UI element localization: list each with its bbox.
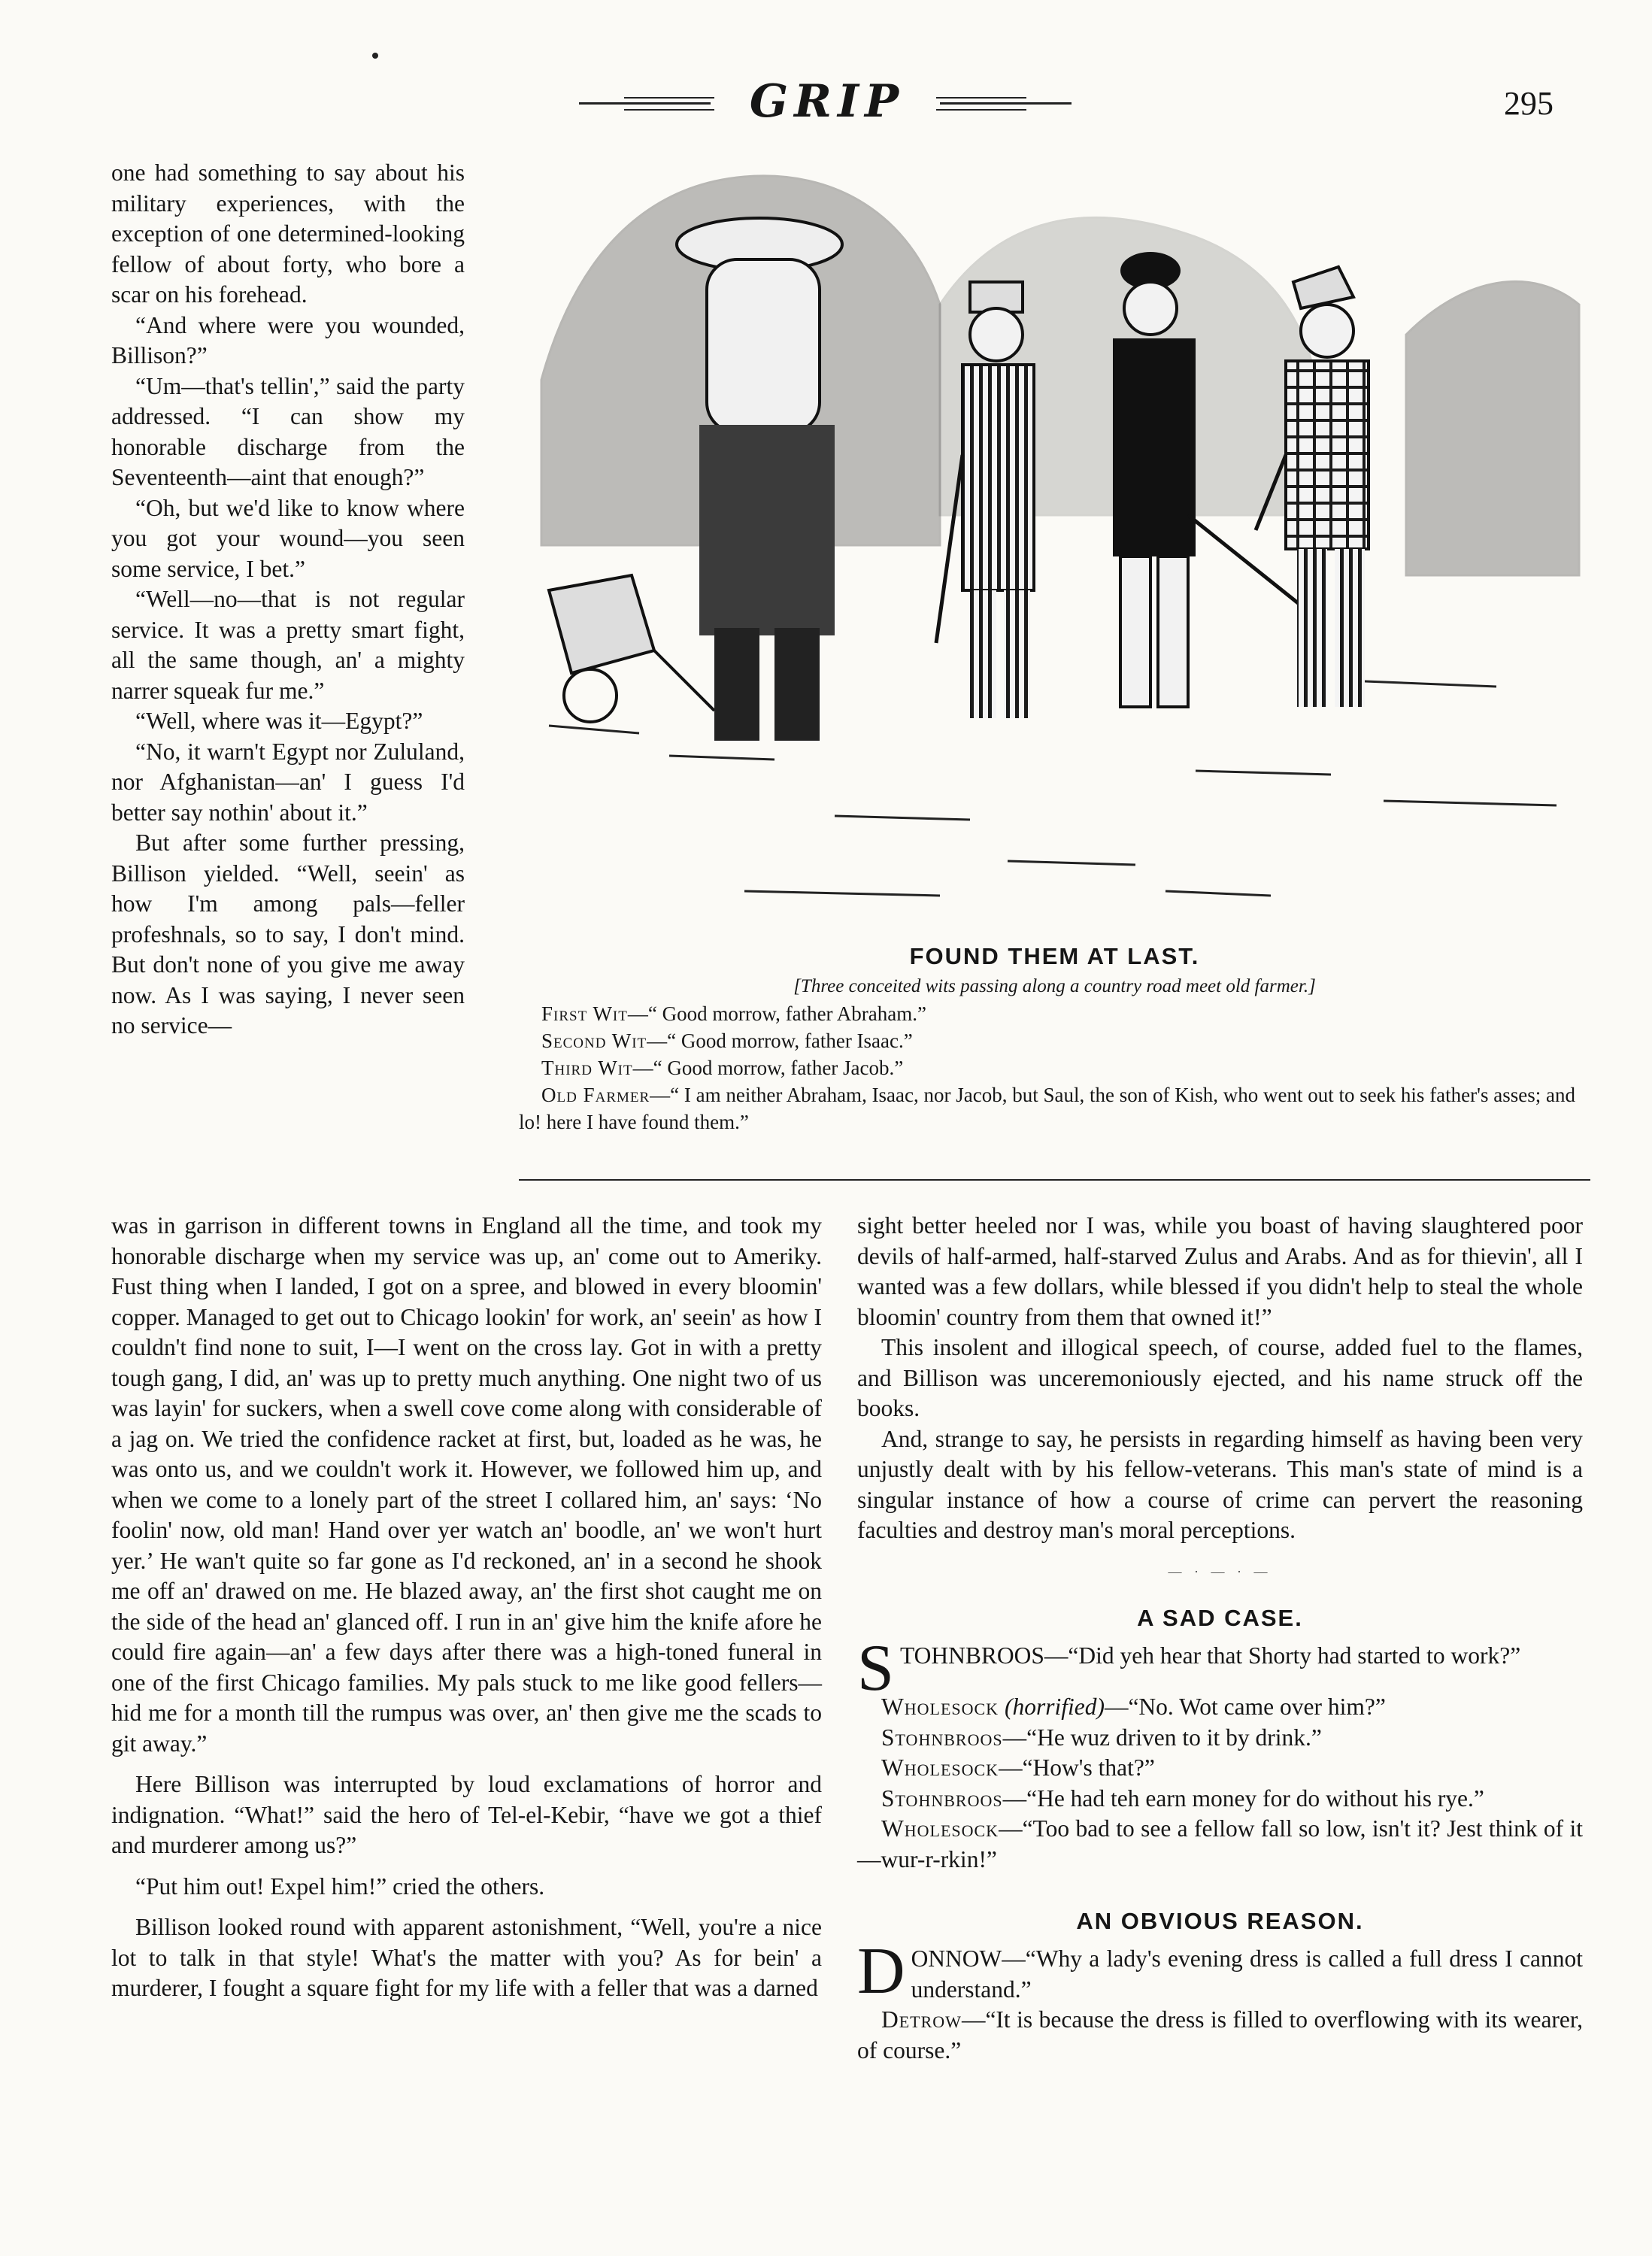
story-paragraph: was in garrison in different towns in England all the time, and took my honorable discharge when my service was up, an' come out to Ameriky. Fust thing when I landed, I got on a spree, and blowed in every bloomin' copper. Managed to get out to Chicago lookin' for work, an' seein' as how I couldn't find none to suit, I—I went on the cross lay. Got in with a pretty tough gang, I did, an' was up to pretty much anything. One night two of us was layin' for suckers, when a swell cove come along with considerable of a jag on. We tried the confidence racket at first, but, loaded as he was, he was onto us, and we couldn't work it. However, we followed him up, and when we come to a lonely part of the street I collared him, an' says: ‘No foolin' now, old man! Hand over yer watch an' boodle, an' we won't hurt yer.’ He wan't quite so far gone as I'd reckoned, an' in a second he shook me off an' drawed on me. He blazed away, an' the first shot caught me on the side of the head an' glanced off. I run in an' give him the knife afore he could fire again—an' a few days after there was a high-toned funeral in one of the first Chicago families. My pals stuck to me like good fellers—hid me for a month till the rumpus was over, an' then give me the scads to git away.”: [111, 1212, 822, 1757]
story-paragraph: And, strange to say, he persists in regarding himself as having been very unjustly dealt with by his fellow-veterans. This man's state of mind is a singular instance of how a course of crime can pervert the reasoning faculties and destroy man's moral perceptions.: [857, 1425, 1583, 1543]
speaker-name: Stohnbroos: [881, 1784, 1003, 1812]
speaker-name: TOHNBROOS: [899, 1642, 1044, 1669]
speaker-name: Second Wit: [541, 1029, 647, 1052]
caption-line: [519, 1081, 1590, 1136]
story-column-lower-left: [111, 1211, 822, 2004]
caption-rule: [519, 1179, 1590, 1181]
story-paragraph: sight better heeled nor I was, while you boast of having slaughtered poor devils of half-armed, half-starved Zulus and Arabs. And as for thievin', all I wanted was a few dollars, while blessed if you didn't help to steal the whole bloomin' country from them that owned it!”: [857, 1212, 1583, 1330]
story-column-lower-right: [857, 1211, 1583, 2066]
ink-dot: [372, 53, 378, 59]
story-column-left: [111, 158, 465, 1042]
dialogue-line: [857, 2005, 1583, 2066]
speaker-text: —“He had teh earn money for do without his rye.”: [1002, 1784, 1484, 1812]
section-title-obvious-reason: AN OBVIOUS REASON.: [1076, 1908, 1364, 1934]
caption-line: [519, 1000, 1590, 1027]
magazine-title: GRIP: [749, 75, 905, 128]
caption-subtitle: [Three conceited wits passing along a country road meet old farmer.]: [793, 976, 1316, 996]
section-separator: — · — · —: [1168, 1563, 1272, 1579]
speaker-name: Wholesock: [881, 1694, 999, 1720]
story-paragraph: Billison looked round with apparent astonishment, “Well, you're a nice lot to talk in that style! What's the matter with you? As for bein' a murderer, I fought a square fight for my life with a feller that was a darned: [111, 1914, 822, 2001]
speaker-text: —“Too bad to see a fellow fall so low, isn't it? Jest think of it—wur-r-rkin!”: [857, 1815, 1583, 1872]
speaker-text: —“ Good morrow, father Jacob.”: [632, 1057, 904, 1079]
masthead: [0, 75, 1652, 128]
speaker-name: Detrow: [881, 2006, 962, 2033]
story-paragraph: “Well, where was it—Egypt?”: [135, 708, 423, 734]
speaker-text: —“How's that?”: [999, 1754, 1155, 1781]
speaker-name: Stohnbroos: [881, 1724, 1003, 1751]
speaker-text: —“ I am neither Abraham, Isaac, nor Jacob, but Saul, the son of Kish, who went out to seek his father's asses; and lo! here I have found them.”: [519, 1084, 1575, 1133]
page-number: 295: [1504, 85, 1553, 122]
speaker-name: Old Farmer: [541, 1084, 650, 1106]
story-paragraph: one had something to say about his military experiences, with the exception of one determined-looking fellow of about forty, who bore a scar on his forehead.: [111, 159, 465, 308]
caption-line: [519, 1054, 1590, 1081]
masthead-ornament-left: [624, 97, 714, 111]
speaker-text: —“Did yeh hear that Shorty had started to work?”: [1044, 1642, 1521, 1669]
stage-direction: (horrified): [1004, 1694, 1105, 1720]
story-paragraph: “Put him out! Expel him!” cried the others.: [135, 1872, 545, 1900]
speaker-name: ONNOW: [911, 1945, 1002, 1972]
speaker-name: Wholesock: [881, 1815, 999, 1842]
dialogue-line: [857, 1784, 1583, 1815]
speaker-text: —“ Good morrow, father Isaac.”: [647, 1029, 913, 1052]
section-title-sad-case: A SAD CASE.: [1137, 1605, 1303, 1631]
story-paragraph: Here Billison was interrupted by loud exclamations of horror and indignation. “What!” said the hero of Tel-el-Kebir, “have we got a thief and murderer among us?”: [111, 1771, 822, 1858]
speaker-name: First Wit: [541, 1002, 628, 1025]
story-paragraph: “Oh, but we'd like to know where you got your wound—you seen some service, I bet.”: [111, 494, 465, 582]
dialogue-line: [857, 1753, 1583, 1784]
wheelbarrow: [549, 575, 714, 722]
illustration-caption: [519, 940, 1590, 1136]
dialogue-line: [857, 1814, 1583, 1875]
dialogue-line: [857, 1632, 1583, 1705]
speaker-name: Third Wit: [541, 1057, 633, 1079]
story-paragraph: “Well—no—that is not regular service. It was a pretty smart fight, all the same though, an' a mighty narrer squeak fur me.”: [111, 586, 465, 704]
dialogue-line: [857, 1723, 1583, 1754]
story-paragraph: This insolent and illogical speech, of course, added fuel to the flames, and Billison was unceremoniously ejected, and his name struck off the books.: [857, 1334, 1583, 1421]
masthead-rule-right: [940, 102, 1072, 105]
speaker-text: —“No. Wot came over him?”: [1104, 1694, 1386, 1720]
caption-line: [519, 1027, 1590, 1054]
drop-cap: S: [857, 1632, 894, 1705]
drop-cap: D: [857, 1935, 905, 2008]
dialogue-line: [857, 1935, 1583, 2008]
story-paragraph: “Um—that's tellin',” said the party addressed. “I can show my honorable discharge from the Seventeenth—aint that enough?”: [111, 372, 465, 490]
speaker-text: —“Why a lady's evening dress is called a full dress I cannot understand.”: [911, 1945, 1583, 2003]
dialogue-line: [857, 1692, 1583, 1723]
speaker-text: —“It is because the dress is filled to overflowing with its wearer, of course.”: [857, 2006, 1583, 2063]
cartoon-drawing: [519, 154, 1590, 929]
story-paragraph: But after some further pressing, Billison yielded. “Well, seein' as how I'm among pals—feller profeshnals, so to say, I don't mind. But don't none of you give me away now. As I was saying, I never seen no service—: [111, 829, 465, 1039]
speaker-text: —“He wuz driven to it by drink.”: [1002, 1724, 1322, 1751]
speaker-text: —“ Good morrow, father Abraham.”: [627, 1002, 926, 1025]
caption-title: FOUND THEM AT LAST.: [909, 943, 1200, 969]
road-strokes: [549, 681, 1557, 896]
story-paragraph: “No, it warn't Egypt nor Zululand, nor Afghanistan—an' I guess I'd better say nothin' about it.”: [111, 738, 465, 826]
cartoon-illustration: [519, 154, 1590, 929]
story-paragraph: “And where were you wounded, Billison?”: [111, 311, 465, 368]
speaker-name: Wholesock: [881, 1754, 999, 1781]
